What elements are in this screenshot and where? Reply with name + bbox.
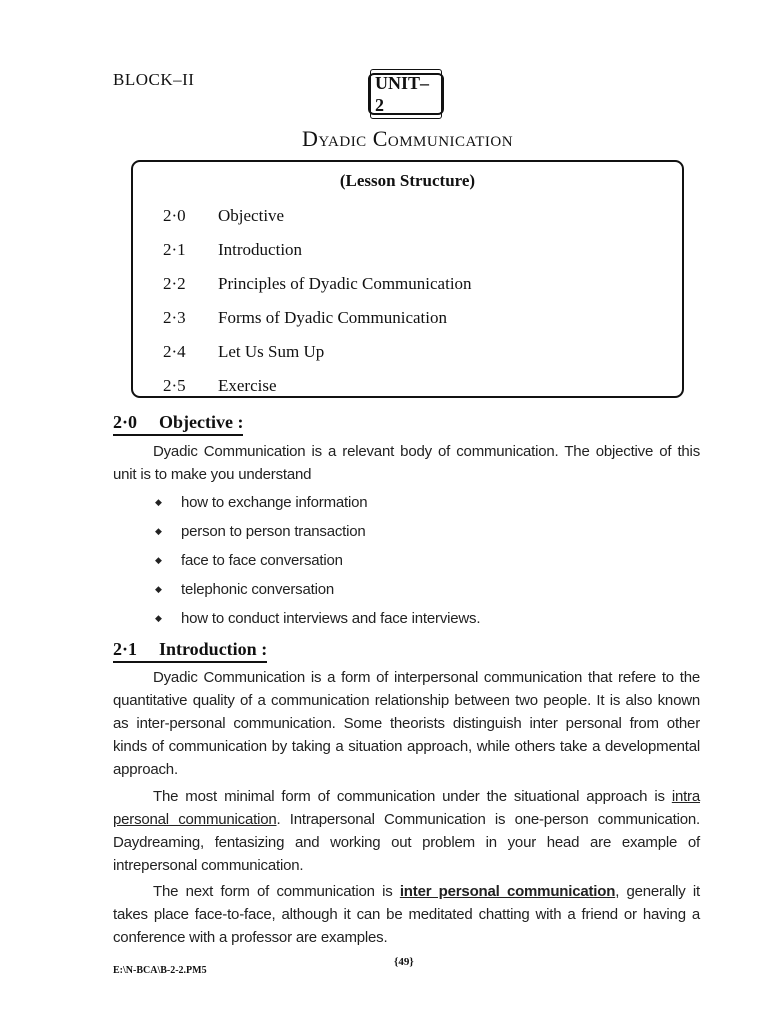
lesson-item [163,376,277,396]
list-item [155,520,366,543]
paragraph-text: The most minimal form of communication under the situational approach is [153,788,672,805]
lesson-item [163,274,472,294]
lesson-item [163,240,302,260]
paragraph-text: The next form of communication is [153,883,400,900]
lesson-item-number: 2·4 [163,342,186,361]
block-label: BLOCK–II [113,70,195,89]
diamond-bullet-icon: ◆ [155,526,162,536]
lesson-item-label: Let Us Sum Up [218,342,325,361]
lesson-item-number: 2·0 [163,206,186,225]
lesson-item-label: Objective [218,206,285,225]
diamond-bullet-icon: ◆ [155,555,162,565]
unit-label: UNIT–2 [370,69,442,119]
lesson-item-label: Exercise [218,376,277,395]
introduction-paragraph-3 [113,880,700,949]
objective-heading [113,411,243,436]
list-item [155,549,343,572]
paragraph-text: Dyadic Communication is a form of interpersonal communication that refere to the quantitative quality of a communication relationship between two people. It is also known as inter-personal communication. Some theorists distinguish inter personal from other kinds of communication by taking a situation approach, while others take a developmental approach. [113,669,700,778]
lesson-item [163,206,284,226]
lesson-item-label: Introduction [218,240,303,259]
paragraph-text: , generally it takes place face-to-face, although it can be meditated chatting with a friend or having a conference with a professor are examples. [113,883,700,946]
lesson-item-number: 2·1 [163,240,186,259]
list-item-text: person to person transaction [181,523,366,540]
lesson-structure-box [131,160,684,398]
footer-file-path: E:\N-BCA\B-2-2.PM5 [113,965,207,976]
diamond-bullet-icon: ◆ [155,584,162,594]
list-item [155,491,367,514]
introduction-paragraph-1 [113,666,700,781]
section-number: 2·0 [113,412,138,432]
section-title: Objective : [159,412,244,432]
inter-personal-term: inter personal communication [399,883,616,900]
section-number: 2·1 [113,639,138,659]
lesson-item [163,342,324,362]
introduction-heading [113,638,267,663]
list-item-text: how to exchange information [181,494,368,511]
lesson-item-label: Principles of Dyadic Communication [218,274,472,293]
list-item [155,607,480,630]
intra-personal-term: intra personal communication [113,788,700,828]
lesson-structure-heading: (Lesson Structure) [339,171,476,190]
paragraph-text: . Intrapersonal Communication is one-person communication. Daydreaming, fentasizing and working out problem in your head are example of intrepersonal communication. [113,811,700,874]
list-item [155,578,334,601]
list-item-text: face to face conversation [181,552,343,569]
list-item-text: telephonic conversation [181,581,335,598]
section-title: Introduction : [159,639,268,659]
list-item-text: how to conduct interviews and face interviews. [181,610,481,627]
page-title: Dyadic Communication [301,126,514,151]
page-number: {49} [394,956,414,968]
diamond-bullet-icon: ◆ [155,497,162,507]
lesson-item-number: 2·5 [163,376,186,395]
unit-badge [368,73,444,115]
diamond-bullet-icon: ◆ [155,613,162,623]
lesson-item-number: 2·2 [163,274,186,293]
objective-intro-text: Dyadic Communication is a relevant body of communication. The objective of this unit is to make you understand [113,443,700,483]
lesson-item [163,308,447,328]
objective-intro [113,440,700,486]
lesson-item-number: 2·3 [163,308,186,327]
lesson-item-label: Forms of Dyadic Communication [218,308,448,327]
introduction-paragraph-2 [113,785,700,877]
